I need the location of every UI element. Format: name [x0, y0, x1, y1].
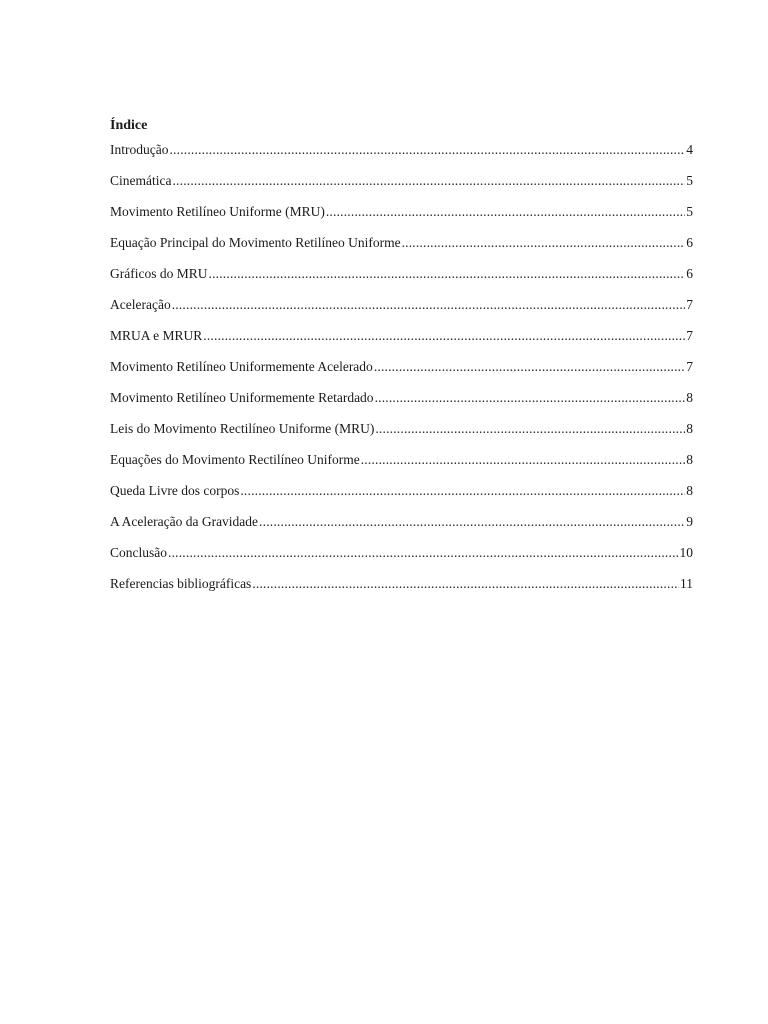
toc-dot-leader	[172, 296, 686, 314]
toc-dot-leader	[172, 172, 685, 190]
toc-entry-page: 5	[686, 204, 693, 219]
toc-entry-page: 7	[686, 359, 693, 374]
toc-entry-cinematica[interactable]	[110, 172, 693, 203]
toc-dot-leader	[374, 358, 685, 376]
toc-heading: Índice	[110, 118, 148, 133]
toc-entry-title: Referencias bibliográficas	[110, 576, 252, 591]
toc-entry-title: Aceleração	[110, 297, 171, 312]
toc-dot-leader	[252, 575, 679, 593]
toc-entry-title: Equação Principal do Movimento Retilíneo Uniforme	[110, 235, 401, 250]
toc-entry-title: Movimento Retilíneo Uniformemente Acelerado	[110, 359, 373, 374]
toc-entry-queda-livre[interactable]	[110, 482, 693, 513]
toc-entry-page: 5	[686, 173, 693, 188]
toc-dot-leader	[375, 389, 686, 407]
toc-list	[110, 141, 693, 606]
toc-dot-leader	[240, 482, 685, 500]
table-of-contents	[110, 117, 693, 606]
toc-dot-leader	[375, 420, 685, 438]
toc-entry-aceleracao[interactable]	[110, 296, 693, 327]
toc-entry-mruv-acelerado[interactable]	[110, 358, 693, 389]
toc-entry-referencias[interactable]	[110, 575, 693, 606]
toc-entry-equacao-principal[interactable]	[110, 234, 693, 265]
toc-entry-page: 7	[686, 297, 693, 312]
toc-entry-aceleracao-gravidade[interactable]	[110, 513, 693, 544]
toc-entry-page: 8	[686, 421, 693, 436]
toc-entry-page: 8	[686, 452, 693, 467]
toc-dot-leader	[209, 265, 686, 283]
toc-entry-page: 11	[680, 576, 693, 591]
toc-dot-leader	[168, 544, 679, 562]
toc-dot-leader	[203, 327, 685, 345]
toc-entry-leis-mru[interactable]	[110, 420, 693, 451]
toc-entry-page: 7	[686, 328, 693, 343]
toc-entry-title: Conclusão	[110, 545, 167, 560]
toc-entry-title: Equações do Movimento Rectilíneo Uniforme	[110, 452, 360, 467]
toc-dot-leader	[326, 203, 685, 221]
toc-entry-page: 8	[686, 483, 693, 498]
toc-entry-title: Movimento Retilíneo Uniforme (MRU)	[110, 204, 325, 219]
toc-entry-mrua-mrur[interactable]	[110, 327, 693, 358]
toc-dot-leader	[402, 234, 686, 252]
toc-entry-page: 8	[686, 390, 693, 405]
toc-entry-conclusao[interactable]	[110, 544, 693, 575]
toc-entry-title: Leis do Movimento Rectilíneo Uniforme (MRU)	[110, 421, 375, 436]
toc-entry-title: A Aceleração da Gravidade	[110, 514, 259, 529]
toc-dot-leader	[259, 513, 685, 531]
toc-entry-title: Cinemática	[110, 173, 172, 188]
toc-entry-graficos-mru[interactable]	[110, 265, 693, 296]
toc-entry-introducao[interactable]	[110, 141, 693, 172]
toc-entry-page: 6	[686, 266, 693, 281]
toc-entry-page: 6	[686, 235, 693, 250]
toc-entry-mruv-retardado[interactable]	[110, 389, 693, 420]
toc-entry-page: 10	[679, 545, 693, 560]
toc-entry-title: MRUA e MRUR	[110, 328, 203, 343]
toc-entry-title: Queda Livre dos corpos	[110, 483, 240, 498]
toc-entry-mru[interactable]	[110, 203, 693, 234]
toc-entry-title: Gráficos do MRU	[110, 266, 208, 281]
toc-entry-equacoes-mru[interactable]	[110, 451, 693, 482]
toc-entry-page: 9	[686, 514, 693, 529]
toc-dot-leader	[169, 141, 685, 159]
toc-entry-page: 4	[686, 142, 693, 157]
toc-entry-title: Movimento Retilíneo Uniformemente Retardado	[110, 390, 374, 405]
toc-entry-title: Introdução	[110, 142, 169, 157]
toc-dot-leader	[361, 451, 686, 469]
